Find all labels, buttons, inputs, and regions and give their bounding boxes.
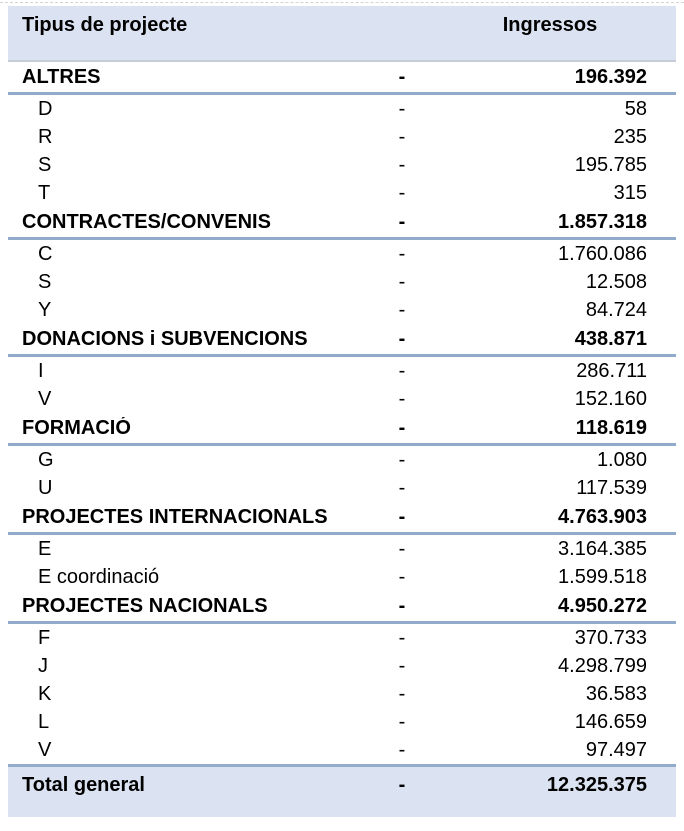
row-dash: -: [398, 449, 406, 471]
row-value: 438.871: [574, 328, 647, 350]
category-row: [8, 207, 676, 240]
category-row: [8, 413, 676, 446]
item-row: [8, 446, 676, 474]
item-row: [8, 179, 676, 207]
row-label: F: [38, 627, 51, 649]
row-value: 1.760.086: [558, 243, 647, 265]
row-value: 146.659: [574, 711, 647, 733]
row-value: 1.080: [596, 449, 647, 471]
category-row: [8, 62, 676, 95]
row-label: V: [38, 388, 52, 410]
pivot-table: [8, 6, 676, 817]
row-value: 118.619: [575, 417, 647, 439]
item-row: [8, 151, 676, 179]
row-label: FORMACIÓ: [22, 417, 131, 439]
row-label: C: [38, 243, 53, 265]
item-row: [8, 474, 676, 502]
item-row: [8, 268, 676, 296]
row-dash: -: [398, 126, 406, 148]
item-row: [8, 296, 676, 324]
row-label: Y: [38, 299, 52, 321]
item-row: [8, 624, 676, 652]
item-row: [8, 652, 676, 680]
row-label: PROJECTES NACIONALS: [22, 595, 268, 617]
row-value: 315: [613, 182, 647, 204]
row-label: U: [38, 477, 53, 499]
column-header-tipus-de-projecte: Tipus de projecte: [22, 14, 188, 36]
row-value: 4.298.799: [558, 655, 647, 677]
row-value: 4.763.903: [558, 506, 647, 528]
page-break-dashed-line: [0, 2, 684, 3]
row-dash: -: [398, 506, 406, 528]
row-value: 195.785: [574, 154, 647, 176]
row-value: 1.857.318: [558, 211, 647, 233]
row-dash: -: [398, 683, 406, 705]
row-value: 286.711: [576, 360, 647, 382]
row-label: E: [38, 538, 52, 560]
row-dash: -: [398, 211, 406, 233]
row-label: J: [38, 655, 48, 677]
row-value: 84.724: [585, 299, 647, 321]
row-label: I: [38, 360, 44, 382]
grand-total-dash: -: [398, 774, 406, 796]
row-label: K: [38, 683, 52, 705]
row-value: 235: [613, 126, 647, 148]
row-dash: -: [398, 595, 406, 617]
row-dash: -: [398, 360, 406, 382]
row-label: R: [38, 126, 53, 148]
row-dash: -: [398, 328, 406, 350]
item-row: [8, 680, 676, 708]
item-row: [8, 535, 676, 563]
row-label: S: [38, 154, 52, 176]
item-row: [8, 123, 676, 151]
row-dash: -: [398, 627, 406, 649]
row-label: V: [38, 739, 52, 761]
row-value: 12.508: [585, 271, 647, 293]
row-value: 117.539: [576, 477, 647, 499]
row-value: 4.950.272: [558, 595, 647, 617]
row-label: G: [38, 449, 54, 471]
row-dash: -: [398, 154, 406, 176]
row-dash: -: [398, 417, 406, 439]
row-dash: -: [398, 566, 406, 588]
row-value: 1.599.518: [558, 566, 647, 588]
category-row: [8, 502, 676, 535]
row-label: DONACIONS i SUBVENCIONS: [22, 328, 308, 350]
row-dash: -: [398, 477, 406, 499]
grand-total-value: 12.325.375: [546, 774, 647, 796]
row-dash: -: [398, 299, 406, 321]
row-label: E coordinació: [38, 566, 160, 588]
row-dash: -: [398, 243, 406, 265]
row-value: 3.164.385: [558, 538, 647, 560]
row-dash: -: [398, 655, 406, 677]
item-row: [8, 736, 676, 764]
row-dash: -: [398, 538, 406, 560]
row-dash: -: [398, 711, 406, 733]
row-dash: -: [398, 388, 406, 410]
item-row: [8, 708, 676, 736]
item-row: [8, 357, 676, 385]
row-label: ALTRES: [22, 66, 101, 88]
row-dash: -: [398, 98, 406, 120]
row-dash: -: [398, 739, 406, 761]
row-value: 196.392: [574, 66, 647, 88]
category-row: [8, 324, 676, 357]
item-row: [8, 385, 676, 413]
row-value: 97.497: [585, 739, 647, 761]
row-value: 152.160: [574, 388, 647, 410]
row-value: 370.733: [574, 627, 647, 649]
row-label: D: [38, 98, 53, 120]
row-dash: -: [398, 182, 406, 204]
row-label: PROJECTES INTERNACIONALS: [22, 506, 328, 528]
row-value: 36.583: [585, 683, 647, 705]
row-dash: -: [398, 66, 406, 88]
item-row: [8, 563, 676, 591]
item-row: [8, 240, 676, 268]
row-label: L: [38, 711, 50, 733]
grand-total-row: [8, 764, 676, 817]
item-row: [8, 95, 676, 123]
row-label: S: [38, 271, 52, 293]
row-label: T: [38, 182, 51, 204]
table-body: [8, 62, 676, 764]
table-header-row: [8, 6, 676, 62]
row-value: 58: [624, 98, 647, 120]
row-label: CONTRACTES/CONVENIS: [22, 211, 271, 233]
row-dash: -: [398, 271, 406, 293]
category-row: [8, 591, 676, 624]
column-header-ingressos: Ingressos: [502, 14, 598, 36]
grand-total-label: Total general: [22, 774, 145, 796]
